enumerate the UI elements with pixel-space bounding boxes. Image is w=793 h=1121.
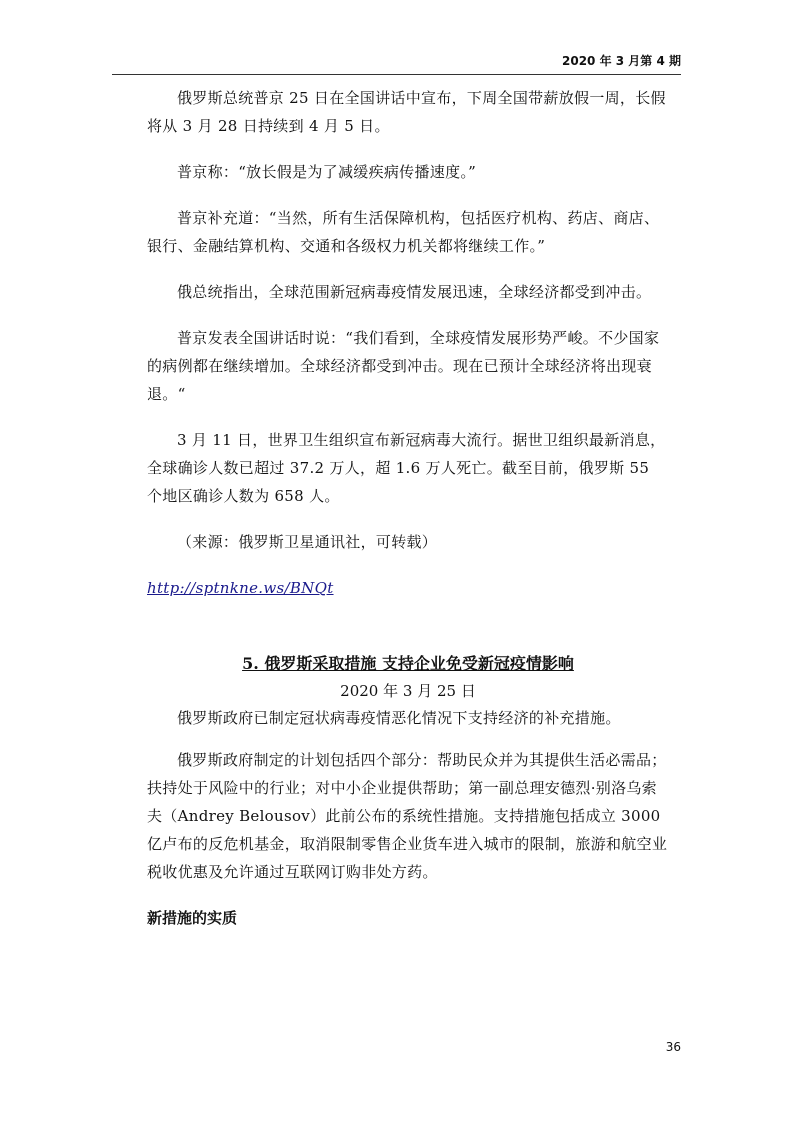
- paragraph-putin-quote-2: 普京补充道：“当然，所有生活保障机构，包括医疗机构、药店、商店、银行、金融结算机构、交通和各级权力机关都将继续工作。”: [147, 209, 660, 255]
- section-title: 5. 俄罗斯采取措施 支持企业免受新冠疫情影响: [242, 654, 574, 673]
- issue-label: 2020 年 3 月第 4 期: [562, 54, 681, 68]
- section-body: 俄罗斯政府制定的计划包括四个部分：帮助民众并为其提供生活必需品；扶持处于风险中的行业；对中小企业提供帮助；第一副总理安德烈·别洛乌索夫（Andrey Belousov）此前公布的系统性措施。支持措施包括成立 3000 亿卢布的反危机基金，取消限制零售企业货车进入城市的限制，旅游和航空业税收优惠及允许通过互联网订购非处方药。: [147, 751, 668, 881]
- article-body: [147, 84, 669, 932]
- page-header: [112, 46, 681, 75]
- paragraph-putin-quote-1: 普京称：“放长假是为了减缓疾病传播速度。”: [177, 163, 477, 181]
- paragraph-putin-speech: 普京发表全国讲话时说：“我们看到，全球疫情发展形势严峻。不少国家的病例都在继续增加。全球经济都受到冲击。现在已预计全球经济将出现衰退。“: [147, 329, 660, 403]
- section-subhead: 新措施的实质: [147, 909, 238, 927]
- source-link-line: [147, 574, 669, 602]
- paragraph-source: （来源：俄罗斯卫星通讯社，可转载）: [177, 533, 438, 551]
- paragraph-global-impact: 俄总统指出，全球范围新冠病毒疫情发展迅速，全球经济都受到冲击。: [177, 283, 652, 301]
- page-number: 36: [665, 1040, 681, 1054]
- paragraph-who-stats: 3 月 11 日，世界卫生组织宣布新冠病毒大流行。据世卫组织最新消息，全球确诊人数已超过 37.2 万人，超 1.6 万人死亡。截至目前，俄罗斯 55 个地区确诊人数为 658 人。: [147, 431, 666, 505]
- section-intro: 俄罗斯政府已制定冠状病毒疫情恶化情况下支持经济的补充措施。: [177, 709, 621, 727]
- section-date: 2020 年 3 月 25 日: [340, 682, 476, 700]
- paragraph-holiday-announcement: 俄罗斯总统普京 25 日在全国讲话中宣布，下周全国带薪放假一周，长假将从 3 月 28 日持续到 4 月 5 日。: [147, 89, 666, 135]
- source-link[interactable]: http://sptnkne.ws/BNQt: [147, 579, 334, 597]
